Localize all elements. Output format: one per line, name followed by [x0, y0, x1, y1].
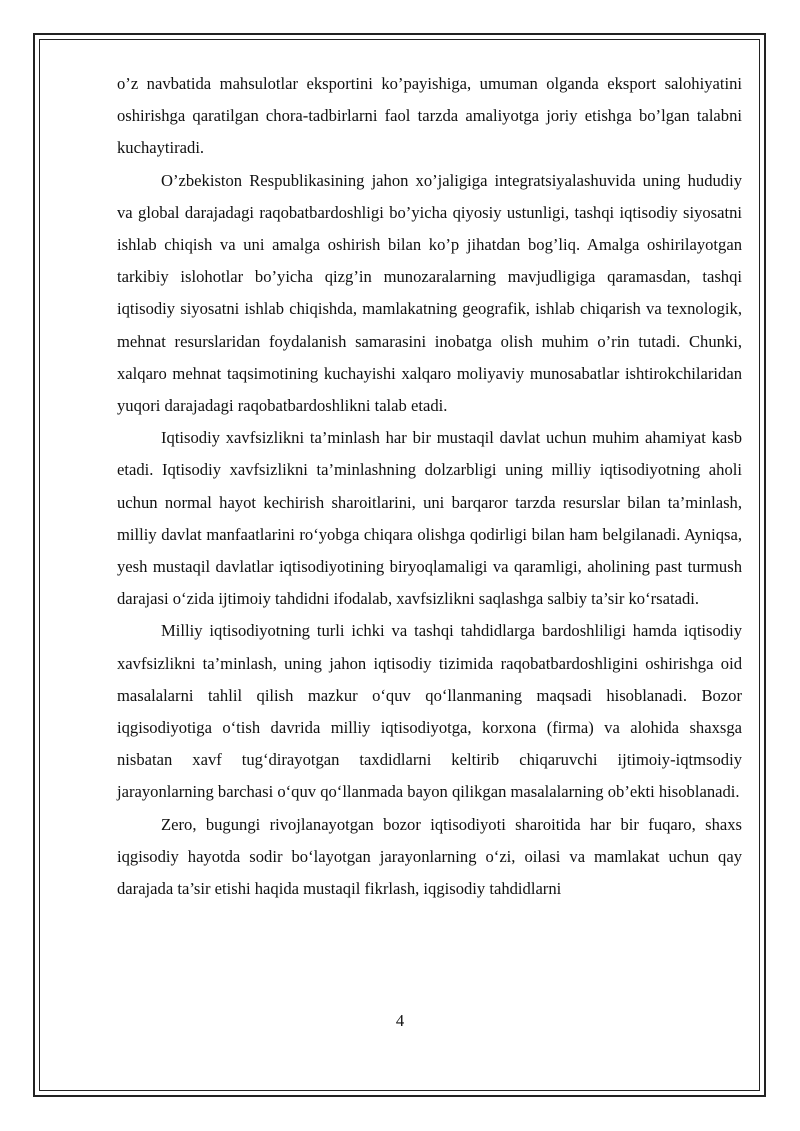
- document-body: [117, 68, 742, 905]
- page-number: 4: [395, 1011, 405, 1030]
- paragraph: Milliy iqtisodiyotning turli ichki va tashqi tahdidlarga bardoshliligi hamda iqtisodiy xavfsizlikni ta’minlash, uning jahon iqtisodiy tizimida raqobatbardoshligini oshirishga oid masalalarni tahlil qilish mazkur o‘quv qo‘llanmaning maqsadi hisoblanadi. Bozor iqgisodiyotiga o‘tish davrida milliy iqtisodiyotga, korxona (firma) va alohida shaxsga nisbatan xavf tug‘dirayotgan taxdidlarni keltirib chiqaruvchi ijtimoiy-iqtmsodiy jarayonlarning barchasi o‘quv qo‘llanmada bayon qilikgan masalalarning ob’ekti hisoblanadi.: [117, 621, 742, 802]
- paragraph: O’zbekiston Respublikasining jahon xo’jaligiga integratsiyalashuvida uning hududiy va global darajadagi raqobatbardoshligi bo’yicha qiyosiy ustunligi, tashqi iqtisodiy siyosatni ishlab chiqish va uni amalga oshirish bilan ko’p jihatdan bog’liq. Amalga oshirilayotgan tarkibiy islohotlar bo’yicha qizg’in munozaralarning mavjudligiga qaramasdan, tashqi iqtisodiy siyosatni ishlab chiqishda, mamlakatning geografik, ishlab chiqarish va texnologik, mehnat resurslaridan foydalanish samarasini inobatga olish muhim o’rin tutadi. Chunki, xalqaro mehnat taqsimotining kuchayishi xalqaro moliyaviy munosabatlar ishtirokchilaridan yuqori darajadagi raqobatbardoshlikni talab etadi.: [117, 170, 742, 416]
- paragraph: Zero, bugungi rivojlanayotgan bozor iqtisodiyoti sharoitida har bir fuqaro, shaxs iqgisodiy hayotda sodir bo‘layotgan jarayonlarning o‘zi, oilasi va mamlakat uchun qay darajada ta’sir etishi haqida mustaqil fikrlash, iqgisodiy tahdidlarni: [117, 814, 742, 899]
- paragraph: o’z navbatida mahsulotlar eksportini ko’payishiga, umuman olganda eksport salohiyatini oshirishga qaratilgan chora-tadbirlarni faol tarzda amaliyotga joriy etishga bo’lgan talabni kuchaytiradi.: [117, 74, 742, 158]
- paragraph: Iqtisodiy xavfsizlikni ta’minlash har bir mustaqil davlat uchun muhim ahamiyat kasb etadi. Iqtisodiy xavfsizlikni ta’minlashning dolzarbligi uning milliy iqtisodiyotning aholi uchun normal hayot kechirish sharoitlarini, uni barqaror tarzda resurslar bilan ta’minlash, milliy davlat manfaatlarini ro‘yobga chiqara olishga qodirligi bilan ham belgilanadi. Ayniqsa, yesh mustaqil davlatlar iqtisodiyotining biryoqlamaligi va qaramligi, aholining past turmush darajasi o‘zida ijtimoiy tahdidni ifodalab, xavfsizlikni saqlashga salbiy ta’sir ko‘rsatadi.: [117, 428, 742, 609]
